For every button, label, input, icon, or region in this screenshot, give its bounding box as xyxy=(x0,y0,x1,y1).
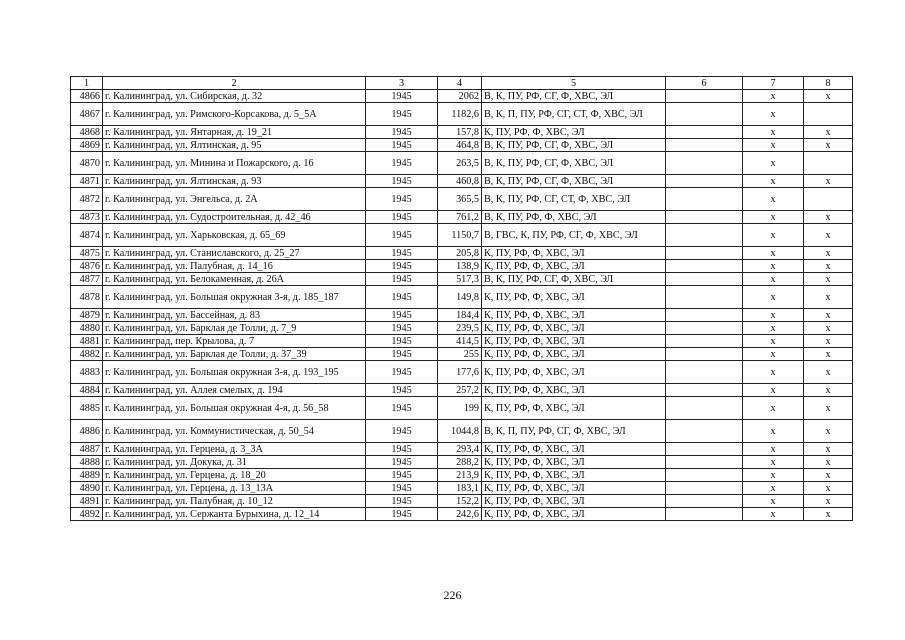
row-col-7: x xyxy=(743,103,804,126)
row-address: г. Калининград, ул. Большая окружная 4-я, д. 56_58 xyxy=(103,397,366,420)
row-col-8: x xyxy=(804,397,853,420)
row-area: 149,8 xyxy=(438,286,482,309)
row-col-8: x xyxy=(804,175,853,188)
row-area: 183,1 xyxy=(438,482,482,495)
row-services: К, ПУ, РФ, Ф, ХВС, ЭЛ xyxy=(482,348,666,361)
row-id: 4874 xyxy=(71,224,103,247)
row-address: г. Калининград, ул. Палубная, д. 14_16 xyxy=(103,260,366,273)
row-area: 205,8 xyxy=(438,247,482,260)
table-row xyxy=(71,260,853,273)
row-services: К, ПУ, РФ, Ф, ХВС, ЭЛ xyxy=(482,469,666,482)
table-row xyxy=(71,211,853,224)
row-col-6 xyxy=(666,286,743,309)
row-area: 263,5 xyxy=(438,152,482,175)
row-services: В, К, ПУ, РФ, СГ, СТ, Ф, ХВС, ЭЛ xyxy=(482,188,666,211)
row-address: г. Калининград, ул. Аллея смелых, д. 194 xyxy=(103,384,366,397)
row-id: 4869 xyxy=(71,139,103,152)
row-col-7: x xyxy=(743,384,804,397)
row-id: 4886 xyxy=(71,420,103,443)
row-address: г. Калининград, ул. Судостроительная, д. 42_46 xyxy=(103,211,366,224)
row-id: 4867 xyxy=(71,103,103,126)
header-col-8: 8 xyxy=(804,77,853,90)
row-services: К, ПУ, РФ, Ф, ХВС, ЭЛ xyxy=(482,456,666,469)
row-col-8: x xyxy=(804,469,853,482)
row-services: К, ПУ, РФ, Ф, ХВС, ЭЛ xyxy=(482,286,666,309)
row-col-8: x xyxy=(804,90,853,103)
row-address: г. Калининград, пер. Крылова, д. 7 xyxy=(103,335,366,348)
row-col-7: x xyxy=(743,247,804,260)
row-address: г. Калининград, ул. Римского-Корсакова, д. 5_5А xyxy=(103,103,366,126)
table-row xyxy=(71,482,853,495)
table-row xyxy=(71,273,853,286)
row-services: К, ПУ, РФ, Ф, ХВС, ЭЛ xyxy=(482,495,666,508)
table-row xyxy=(71,90,853,103)
row-col-6 xyxy=(666,273,743,286)
row-area: 288,2 xyxy=(438,456,482,469)
row-col-8: x xyxy=(804,335,853,348)
row-col-6 xyxy=(666,139,743,152)
row-col-7: x xyxy=(743,126,804,139)
header-row xyxy=(71,77,853,90)
row-area: 213,9 xyxy=(438,469,482,482)
row-services: В, К, П, ПУ, РФ, СГ, СТ, Ф, ХВС, ЭЛ xyxy=(482,103,666,126)
row-area: 1182,6 xyxy=(438,103,482,126)
row-col-8: x xyxy=(804,456,853,469)
row-address: г. Калининград, ул. Палубная, д. 10_12 xyxy=(103,495,366,508)
table-row xyxy=(71,126,853,139)
table-row xyxy=(71,469,853,482)
row-services: В, К, ПУ, РФ, СГ, Ф, ХВС, ЭЛ xyxy=(482,175,666,188)
row-area: 464,8 xyxy=(438,139,482,152)
row-services: К, ПУ, РФ, Ф, ХВС, ЭЛ xyxy=(482,482,666,495)
row-id: 4879 xyxy=(71,309,103,322)
row-col-8: x xyxy=(804,495,853,508)
row-year: 1945 xyxy=(366,211,438,224)
header-col-3: 3 xyxy=(366,77,438,90)
row-col-6 xyxy=(666,361,743,384)
row-col-8: x xyxy=(804,309,853,322)
row-id: 4878 xyxy=(71,286,103,309)
row-col-8: x xyxy=(804,139,853,152)
row-year: 1945 xyxy=(366,322,438,335)
row-id: 4866 xyxy=(71,90,103,103)
row-address: г. Калининград, ул. Барклая де Толли, д. 37_39 xyxy=(103,348,366,361)
row-id: 4882 xyxy=(71,348,103,361)
row-col-7: x xyxy=(743,482,804,495)
table-row xyxy=(71,322,853,335)
row-col-6 xyxy=(666,224,743,247)
row-id: 4868 xyxy=(71,126,103,139)
row-year: 1945 xyxy=(366,286,438,309)
row-id: 4881 xyxy=(71,335,103,348)
row-year: 1945 xyxy=(366,348,438,361)
row-col-6 xyxy=(666,508,743,521)
row-area: 199 xyxy=(438,397,482,420)
row-year: 1945 xyxy=(366,420,438,443)
row-col-6 xyxy=(666,495,743,508)
row-year: 1945 xyxy=(366,495,438,508)
table-body xyxy=(71,90,853,521)
row-area: 152,2 xyxy=(438,495,482,508)
row-services: К, ПУ, РФ, Ф, ХВС, ЭЛ xyxy=(482,384,666,397)
row-id: 4880 xyxy=(71,322,103,335)
row-services: К, ПУ, РФ, Ф, ХВС, ЭЛ xyxy=(482,361,666,384)
row-address: г. Калининград, ул. Энгельса, д. 2А xyxy=(103,188,366,211)
row-address: г. Калининград, ул. Янтарная, д. 19_21 xyxy=(103,126,366,139)
table-row xyxy=(71,139,853,152)
row-col-6 xyxy=(666,384,743,397)
row-address: г. Калининград, ул. Герцена, д. 3_3А xyxy=(103,443,366,456)
row-year: 1945 xyxy=(366,384,438,397)
row-id: 4883 xyxy=(71,361,103,384)
row-col-6 xyxy=(666,482,743,495)
row-id: 4870 xyxy=(71,152,103,175)
row-address: г. Калининград, ул. Барклая де Толли, д. 7_9 xyxy=(103,322,366,335)
row-col-6 xyxy=(666,309,743,322)
row-services: В, К, ПУ, РФ, Ф, ХВС, ЭЛ xyxy=(482,211,666,224)
row-year: 1945 xyxy=(366,508,438,521)
table-row xyxy=(71,420,853,443)
row-col-8: x xyxy=(804,224,853,247)
header-col-7: 7 xyxy=(743,77,804,90)
row-col-8 xyxy=(804,188,853,211)
row-address: г. Калининград, ул. Коммунистическая, д. 50_54 xyxy=(103,420,366,443)
row-year: 1945 xyxy=(366,443,438,456)
row-col-7: x xyxy=(743,443,804,456)
table-row xyxy=(71,397,853,420)
row-area: 157,8 xyxy=(438,126,482,139)
row-year: 1945 xyxy=(366,90,438,103)
table-row xyxy=(71,335,853,348)
row-col-8: x xyxy=(804,286,853,309)
table-row xyxy=(71,443,853,456)
row-services: К, ПУ, РФ, Ф, ХВС, ЭЛ xyxy=(482,126,666,139)
row-year: 1945 xyxy=(366,397,438,420)
row-id: 4892 xyxy=(71,508,103,521)
row-address: г. Калининград, ул. Докука, д. 31 xyxy=(103,456,366,469)
table-row xyxy=(71,495,853,508)
row-address: г. Калининград, ул. Станиславского, д. 25_27 xyxy=(103,247,366,260)
row-area: 257,2 xyxy=(438,384,482,397)
row-year: 1945 xyxy=(366,247,438,260)
housing-table xyxy=(70,76,853,521)
row-col-8: x xyxy=(804,384,853,397)
row-id: 4888 xyxy=(71,456,103,469)
page-number: 226 xyxy=(443,588,462,602)
row-year: 1945 xyxy=(366,469,438,482)
row-col-6 xyxy=(666,397,743,420)
row-col-8: x xyxy=(804,247,853,260)
table-row xyxy=(71,309,853,322)
table-row xyxy=(71,152,853,175)
row-services: В, К, ПУ, РФ, СГ, Ф, ХВС, ЭЛ xyxy=(482,139,666,152)
row-col-8: x xyxy=(804,420,853,443)
table-row xyxy=(71,103,853,126)
row-year: 1945 xyxy=(366,188,438,211)
row-col-7: x xyxy=(743,211,804,224)
row-address: г. Калининград, ул. Герцена, д. 18_20 xyxy=(103,469,366,482)
row-col-7: x xyxy=(743,309,804,322)
row-col-7: x xyxy=(743,469,804,482)
row-col-7: x xyxy=(743,348,804,361)
row-id: 4890 xyxy=(71,482,103,495)
row-id: 4891 xyxy=(71,495,103,508)
header-col-1: 1 xyxy=(71,77,103,90)
row-services: В, К, ПУ, РФ, СГ, Ф, ХВС, ЭЛ xyxy=(482,90,666,103)
row-area: 239,5 xyxy=(438,322,482,335)
row-col-7: x xyxy=(743,175,804,188)
row-year: 1945 xyxy=(366,152,438,175)
row-address: г. Калининград, ул. Большая окружная 3-я, д. 185_187 xyxy=(103,286,366,309)
row-area: 293,4 xyxy=(438,443,482,456)
row-area: 365,5 xyxy=(438,188,482,211)
row-col-8: x xyxy=(804,260,853,273)
row-col-7: x xyxy=(743,139,804,152)
row-col-6 xyxy=(666,335,743,348)
row-area: 761,2 xyxy=(438,211,482,224)
table-row xyxy=(71,456,853,469)
row-col-6 xyxy=(666,420,743,443)
row-address: г. Калининград, ул. Бассейная, д. 83 xyxy=(103,309,366,322)
row-year: 1945 xyxy=(366,139,438,152)
row-col-6 xyxy=(666,152,743,175)
row-address: г. Калининград, ул. Большая окружная 3-я, д. 193_195 xyxy=(103,361,366,384)
row-col-7: x xyxy=(743,420,804,443)
row-id: 4884 xyxy=(71,384,103,397)
row-col-7: x xyxy=(743,286,804,309)
row-col-8: x xyxy=(804,126,853,139)
row-services: К, ПУ, РФ, Ф, ХВС, ЭЛ xyxy=(482,508,666,521)
row-area: 2062 xyxy=(438,90,482,103)
row-col-6 xyxy=(666,103,743,126)
row-year: 1945 xyxy=(366,309,438,322)
row-col-7: x xyxy=(743,495,804,508)
row-col-7: x xyxy=(743,397,804,420)
row-id: 4877 xyxy=(71,273,103,286)
row-area: 138,9 xyxy=(438,260,482,273)
row-col-8 xyxy=(804,152,853,175)
row-services: К, ПУ, РФ, Ф, ХВС, ЭЛ xyxy=(482,247,666,260)
row-col-8: x xyxy=(804,508,853,521)
row-id: 4872 xyxy=(71,188,103,211)
row-col-6 xyxy=(666,322,743,335)
header-col-5: 5 xyxy=(482,77,666,90)
row-address: г. Калининград, ул. Сержанта Бурыхина, д. 12_14 xyxy=(103,508,366,521)
table-row xyxy=(71,247,853,260)
row-services: К, ПУ, РФ, Ф, ХВС, ЭЛ xyxy=(482,322,666,335)
header-col-4: 4 xyxy=(438,77,482,90)
row-address: г. Калининград, ул. Ялтинская, д. 93 xyxy=(103,175,366,188)
row-col-7: x xyxy=(743,508,804,521)
row-services: К, ПУ, РФ, Ф, ХВС, ЭЛ xyxy=(482,260,666,273)
row-area: 517,3 xyxy=(438,273,482,286)
row-col-6 xyxy=(666,456,743,469)
row-col-7: x xyxy=(743,260,804,273)
row-col-7: x xyxy=(743,456,804,469)
row-col-7: x xyxy=(743,322,804,335)
row-id: 4873 xyxy=(71,211,103,224)
table-row xyxy=(71,188,853,211)
row-year: 1945 xyxy=(366,224,438,247)
row-year: 1945 xyxy=(366,103,438,126)
row-address: г. Калининград, ул. Минина и Пожарского, д. 16 xyxy=(103,152,366,175)
row-col-7: x xyxy=(743,273,804,286)
row-area: 460,8 xyxy=(438,175,482,188)
header-col-2: 2 xyxy=(103,77,366,90)
row-col-7: x xyxy=(743,361,804,384)
row-area: 1044,8 xyxy=(438,420,482,443)
row-services: В, К, ПУ, РФ, СГ, Ф, ХВС, ЭЛ xyxy=(482,152,666,175)
row-services: К, ПУ, РФ, Ф, ХВС, ЭЛ xyxy=(482,397,666,420)
row-area: 414,5 xyxy=(438,335,482,348)
row-col-6 xyxy=(666,90,743,103)
row-services: В, ГВС, К, ПУ, РФ, СГ, Ф, ХВС, ЭЛ xyxy=(482,224,666,247)
table-row xyxy=(71,224,853,247)
row-id: 4889 xyxy=(71,469,103,482)
row-col-7: x xyxy=(743,152,804,175)
row-col-6 xyxy=(666,211,743,224)
row-year: 1945 xyxy=(366,335,438,348)
row-year: 1945 xyxy=(366,175,438,188)
row-services: В, К, ПУ, РФ, СГ, Ф, ХВС, ЭЛ xyxy=(482,273,666,286)
row-col-7: x xyxy=(743,188,804,211)
row-col-6 xyxy=(666,175,743,188)
row-col-6 xyxy=(666,469,743,482)
row-col-7: x xyxy=(743,224,804,247)
row-col-8: x xyxy=(804,361,853,384)
row-col-6 xyxy=(666,126,743,139)
row-year: 1945 xyxy=(366,361,438,384)
table-row xyxy=(71,361,853,384)
row-area: 255 xyxy=(438,348,482,361)
row-col-6 xyxy=(666,247,743,260)
row-year: 1945 xyxy=(366,456,438,469)
row-col-8: x xyxy=(804,211,853,224)
table-row xyxy=(71,286,853,309)
table-row xyxy=(71,175,853,188)
row-services: В, К, П, ПУ, РФ, СГ, Ф, ХВС, ЭЛ xyxy=(482,420,666,443)
row-col-8: x xyxy=(804,322,853,335)
row-col-6 xyxy=(666,260,743,273)
row-address: г. Калининград, ул. Харьковская, д. 65_69 xyxy=(103,224,366,247)
row-area: 184,4 xyxy=(438,309,482,322)
row-services: К, ПУ, РФ, Ф, ХВС, ЭЛ xyxy=(482,335,666,348)
row-services: К, ПУ, РФ, Ф, ХВС, ЭЛ xyxy=(482,309,666,322)
row-year: 1945 xyxy=(366,273,438,286)
row-id: 4885 xyxy=(71,397,103,420)
document-table-container xyxy=(70,76,852,521)
row-address: г. Калининград, ул. Белокаменная, д. 26А xyxy=(103,273,366,286)
table-row xyxy=(71,508,853,521)
row-col-7: x xyxy=(743,335,804,348)
row-id: 4875 xyxy=(71,247,103,260)
row-address: г. Калининград, ул. Герцена, д. 13_13А xyxy=(103,482,366,495)
row-id: 4887 xyxy=(71,443,103,456)
row-year: 1945 xyxy=(366,260,438,273)
table-row xyxy=(71,348,853,361)
row-col-8: x xyxy=(804,273,853,286)
row-area: 1150,7 xyxy=(438,224,482,247)
row-col-6 xyxy=(666,188,743,211)
row-col-8: x xyxy=(804,443,853,456)
row-col-8: x xyxy=(804,482,853,495)
row-year: 1945 xyxy=(366,482,438,495)
row-address: г. Калининград, ул. Сибирская, д. 32 xyxy=(103,90,366,103)
row-address: г. Калининград, ул. Ялтинская, д. 95 xyxy=(103,139,366,152)
table-row xyxy=(71,384,853,397)
row-col-8 xyxy=(804,103,853,126)
row-id: 4871 xyxy=(71,175,103,188)
row-id: 4876 xyxy=(71,260,103,273)
row-area: 242,6 xyxy=(438,508,482,521)
row-area: 177,6 xyxy=(438,361,482,384)
row-col-8: x xyxy=(804,348,853,361)
row-col-6 xyxy=(666,348,743,361)
row-services: К, ПУ, РФ, Ф, ХВС, ЭЛ xyxy=(482,443,666,456)
header-col-6: 6 xyxy=(666,77,743,90)
row-col-6 xyxy=(666,443,743,456)
row-col-7: x xyxy=(743,90,804,103)
row-year: 1945 xyxy=(366,126,438,139)
